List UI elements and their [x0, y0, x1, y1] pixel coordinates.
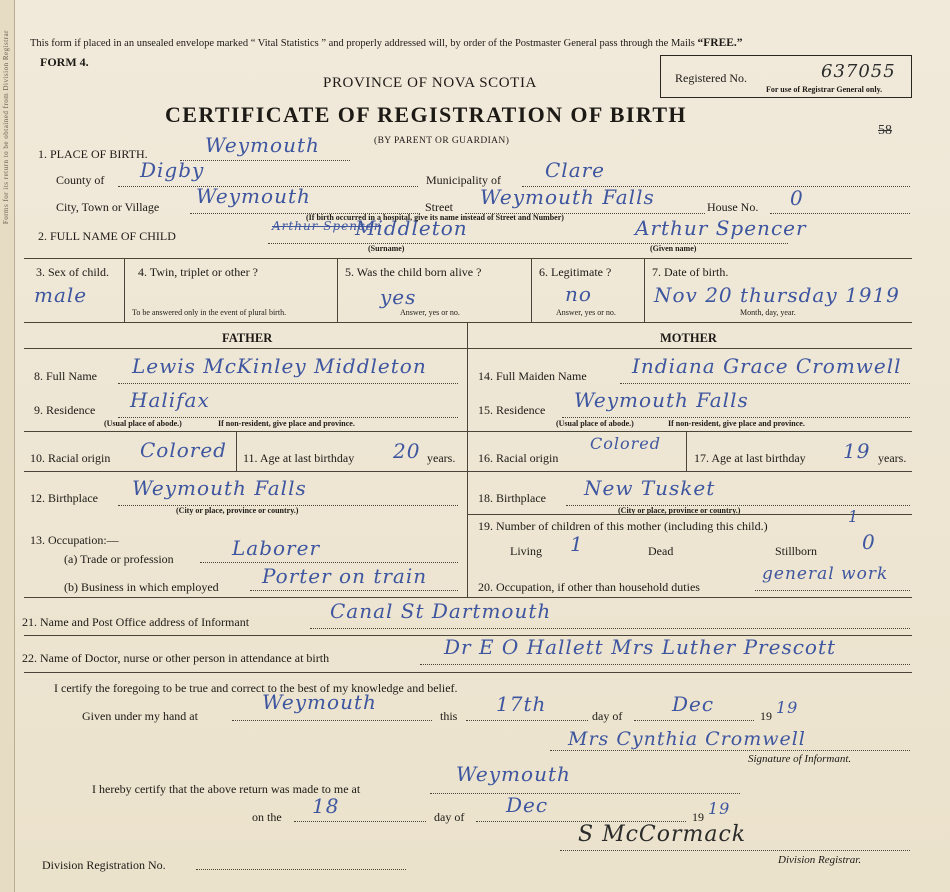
- place-of-birth-line: [180, 160, 350, 161]
- house-no-label: House No.: [707, 200, 759, 214]
- return-year-prefix: 19: [692, 810, 704, 824]
- sex-label: 3. Sex of child.: [36, 265, 109, 279]
- mother-age-value: 19: [843, 439, 871, 463]
- this-label: this: [440, 709, 458, 723]
- given-day-of-label: day of: [592, 709, 623, 723]
- given-day-line: [466, 720, 588, 721]
- mother-heading: MOTHER: [660, 331, 717, 345]
- return-at-line: [430, 793, 740, 794]
- informant-signature-line: [550, 750, 910, 751]
- father-residence-value: Halifax: [130, 388, 210, 412]
- street-label: Street: [425, 200, 453, 214]
- mother-racial-label: 16. Racial origin: [478, 451, 559, 465]
- return-year-value: 19: [708, 799, 731, 818]
- rule-row: [467, 514, 912, 515]
- informant-label: 21. Name and Post Office address of Informant: [22, 615, 250, 629]
- rule-parents: [24, 348, 912, 349]
- rule-row: [24, 431, 912, 432]
- surname-value: Middleton: [355, 216, 468, 240]
- rule-top-grid: [24, 258, 912, 259]
- mother-maiden-label: 14. Full Maiden Name: [478, 369, 587, 383]
- mother-maiden-line: [620, 383, 910, 384]
- business-line: [250, 590, 458, 591]
- division-registrar-caption: Division Registrar.: [778, 854, 862, 866]
- grid-divider: [124, 258, 125, 322]
- date-of-birth-label: 7. Date of birth.: [652, 265, 729, 279]
- stillborn-label: Stillborn: [775, 544, 818, 558]
- signature-of-informant-caption: Signature of Informant.: [748, 753, 852, 765]
- mother-usual-note: (Usual place of abode.): [556, 419, 634, 428]
- business-value: Porter on train: [262, 564, 428, 588]
- father-birthplace-note: (City or place, province or country.): [176, 506, 299, 515]
- doctor-value: Dr E O Hallett Mrs Luther Prescott: [444, 635, 837, 659]
- mail-notice-free: “FREE.”: [697, 37, 743, 49]
- business-label: (b) Business in which employed: [64, 580, 219, 594]
- father-name-label: 8. Full Name: [34, 369, 97, 383]
- division-registration-line: [196, 869, 406, 870]
- given-year-value: 19: [776, 698, 799, 717]
- given-month-value: Dec: [672, 692, 715, 716]
- given-month-line: [634, 720, 754, 721]
- born-alive-note: Answer, yes or no.: [400, 308, 460, 317]
- date-of-birth-note: Month, day, year.: [740, 308, 796, 317]
- registered-number-box: [660, 55, 912, 98]
- rule-row: [24, 597, 912, 598]
- legitimate-note: Answer, yes or no.: [556, 308, 616, 317]
- date-of-birth-value: Nov 20 thursday 1919: [654, 283, 900, 307]
- registered-number-note: For use of Registrar General only.: [766, 85, 883, 94]
- full-name-line: [268, 243, 788, 244]
- struck-name-value: Arthur Spencer: [272, 219, 381, 233]
- father-residence-label: 9. Residence: [34, 403, 96, 417]
- county-value: Digby: [140, 158, 205, 182]
- given-at-value: Weymouth: [262, 690, 377, 714]
- municipality-value: Clare: [545, 158, 606, 182]
- informant-signature: Mrs Cynthia Cromwell: [568, 728, 806, 750]
- given-name-caption: (Given name): [650, 244, 697, 253]
- given-name-value: Arthur Spencer: [635, 216, 807, 240]
- place-of-birth-value: Weymouth: [205, 133, 320, 157]
- hereby-certify-label: I hereby certify that the above return was made to me at: [92, 782, 361, 796]
- hospital-note: (If birth occurred in a hospital, give its name instead of Street and Number): [306, 213, 564, 222]
- registered-number-label: Registered No.: [675, 71, 747, 85]
- stillborn-value: 0: [862, 530, 876, 554]
- twin-note: To be answered only in the event of plural birth.: [132, 308, 287, 317]
- mother-years-label: years.: [878, 451, 907, 465]
- certificate-title: CERTIFICATE OF REGISTRATION OF BIRTH: [165, 102, 687, 127]
- father-racial-label: 10. Racial origin: [30, 451, 111, 465]
- rule-bottom-grid: [24, 322, 912, 323]
- mother-occupation-value: general work: [762, 564, 889, 584]
- place-of-birth-label: 1. PLACE OF BIRTH.: [38, 147, 148, 161]
- children-value: 1: [848, 507, 860, 526]
- living-label: Living: [510, 544, 542, 558]
- father-racial-value: Colored: [140, 438, 227, 462]
- mother-occupation-line: [755, 590, 910, 591]
- registered-number-value: 637055: [821, 61, 896, 82]
- doctor-label: 22. Name of Doctor, nurse or other person in attendance at birth: [22, 651, 330, 665]
- trade-value: Laborer: [232, 536, 321, 560]
- father-usual-note: (Usual place of abode.): [104, 419, 182, 428]
- mother-age-label: 17. Age at last birthday: [694, 451, 806, 465]
- division-registration-no-label: Division Registration No.: [42, 858, 166, 872]
- city-label: City, Town or Village: [56, 200, 160, 214]
- mother-residence-value: Weymouth Falls: [574, 388, 749, 412]
- side-margin-text: Forms for its return to be obtained from Division Registrar: [2, 30, 10, 225]
- certificate-subtitle: (BY PARENT OR GUARDIAN): [374, 136, 510, 146]
- full-name-label: 2. FULL NAME OF CHILD: [38, 229, 176, 243]
- mother-birthplace-note: (City or place, province or country.): [618, 506, 741, 515]
- mother-maiden-value: Indiana Grace Cromwell: [632, 354, 902, 378]
- grid-divider: [337, 258, 338, 322]
- mother-residence-label: 15. Residence: [478, 403, 546, 417]
- grid-divider: [644, 258, 645, 322]
- mail-notice: This form if placed in an unsealed envelope marked “ Vital Statistics ” and properly addressed will, by order of the Postmaster General pass through the Mails “FREE.”: [30, 37, 743, 49]
- father-years-label: years.: [427, 451, 456, 465]
- mother-birthplace-label: 18. Birthplace: [478, 491, 546, 505]
- registry-stamp: 58: [878, 123, 892, 138]
- informant-line: [310, 628, 910, 629]
- legitimate-label: 6. Legitimate ?: [539, 265, 612, 279]
- grid-divider: [531, 258, 532, 322]
- mother-residence-line: [562, 417, 910, 418]
- return-day-value: 18: [312, 794, 340, 818]
- father-birthplace-label: 12. Birthplace: [30, 491, 98, 505]
- return-month-value: Dec: [506, 793, 549, 817]
- trade-line: [200, 562, 458, 563]
- registrar-signature-line: [560, 850, 910, 851]
- county-label: County of: [56, 173, 105, 187]
- parents-divider: [467, 322, 468, 597]
- age-divider: [686, 431, 687, 471]
- twin-label: 4. Twin, triplet or other ?: [138, 265, 258, 279]
- return-at-value: Weymouth: [456, 762, 571, 786]
- informant-value: Canal St Dartmouth: [330, 599, 552, 623]
- return-day-of-label: day of: [434, 810, 465, 824]
- father-age-label: 11. Age at last birthday: [243, 451, 355, 465]
- occupation-label: 13. Occupation:—: [30, 533, 119, 547]
- form-number: FORM 4.: [40, 55, 89, 69]
- return-day-line: [294, 821, 426, 822]
- given-under-label: Given under my hand at: [82, 709, 198, 723]
- certify-statement: I certify the foregoing to be true and correct to the best of my knowledge and belief.: [54, 681, 458, 695]
- province-heading: PROVINCE OF NOVA SCOTIA: [323, 75, 537, 91]
- rule-row: [24, 471, 912, 472]
- father-birthplace-value: Weymouth Falls: [132, 476, 307, 500]
- registrar-signature: S McCormack: [578, 822, 747, 847]
- house-no-line: [770, 213, 910, 214]
- side-margin-strip: [0, 0, 15, 892]
- given-year-prefix: 19: [760, 709, 772, 723]
- sex-value: male: [34, 283, 88, 307]
- father-name-value: Lewis McKinley Middleton: [132, 354, 427, 378]
- house-no-value: 0: [790, 186, 804, 210]
- born-alive-label: 5. Was the child born alive ?: [345, 265, 482, 279]
- father-residence-line: [118, 417, 458, 418]
- given-day-value: 17th: [496, 692, 547, 716]
- city-value: Weymouth: [196, 184, 311, 208]
- dead-label: Dead: [648, 544, 674, 558]
- father-name-line: [118, 383, 458, 384]
- on-the-label: on the: [252, 810, 282, 824]
- mother-occupation-label: 20. Occupation, if other than household duties: [478, 580, 700, 594]
- father-non-resident-note: If non-resident, give place and province.: [218, 419, 355, 428]
- mother-racial-value: Colored: [590, 434, 661, 453]
- surname-caption: (Surname): [368, 244, 405, 253]
- trade-label: (a) Trade or profession: [64, 552, 174, 566]
- doctor-line: [420, 664, 910, 665]
- father-age-value: 20: [393, 439, 421, 463]
- mother-non-resident-note: If non-resident, give place and province.: [668, 419, 805, 428]
- born-alive-value: yes: [380, 285, 417, 309]
- children-label: 19. Number of children of this mother (including this child.): [478, 519, 768, 533]
- rule-row: [24, 672, 912, 673]
- age-divider: [236, 431, 237, 471]
- father-heading: FATHER: [222, 331, 273, 345]
- given-at-line: [232, 720, 432, 721]
- living-value: 1: [570, 532, 584, 556]
- municipality-label: Municipality of: [426, 173, 501, 187]
- mother-birthplace-value: New Tusket: [584, 476, 716, 500]
- legitimate-value: no: [565, 282, 592, 306]
- street-value: Weymouth Falls: [480, 185, 655, 209]
